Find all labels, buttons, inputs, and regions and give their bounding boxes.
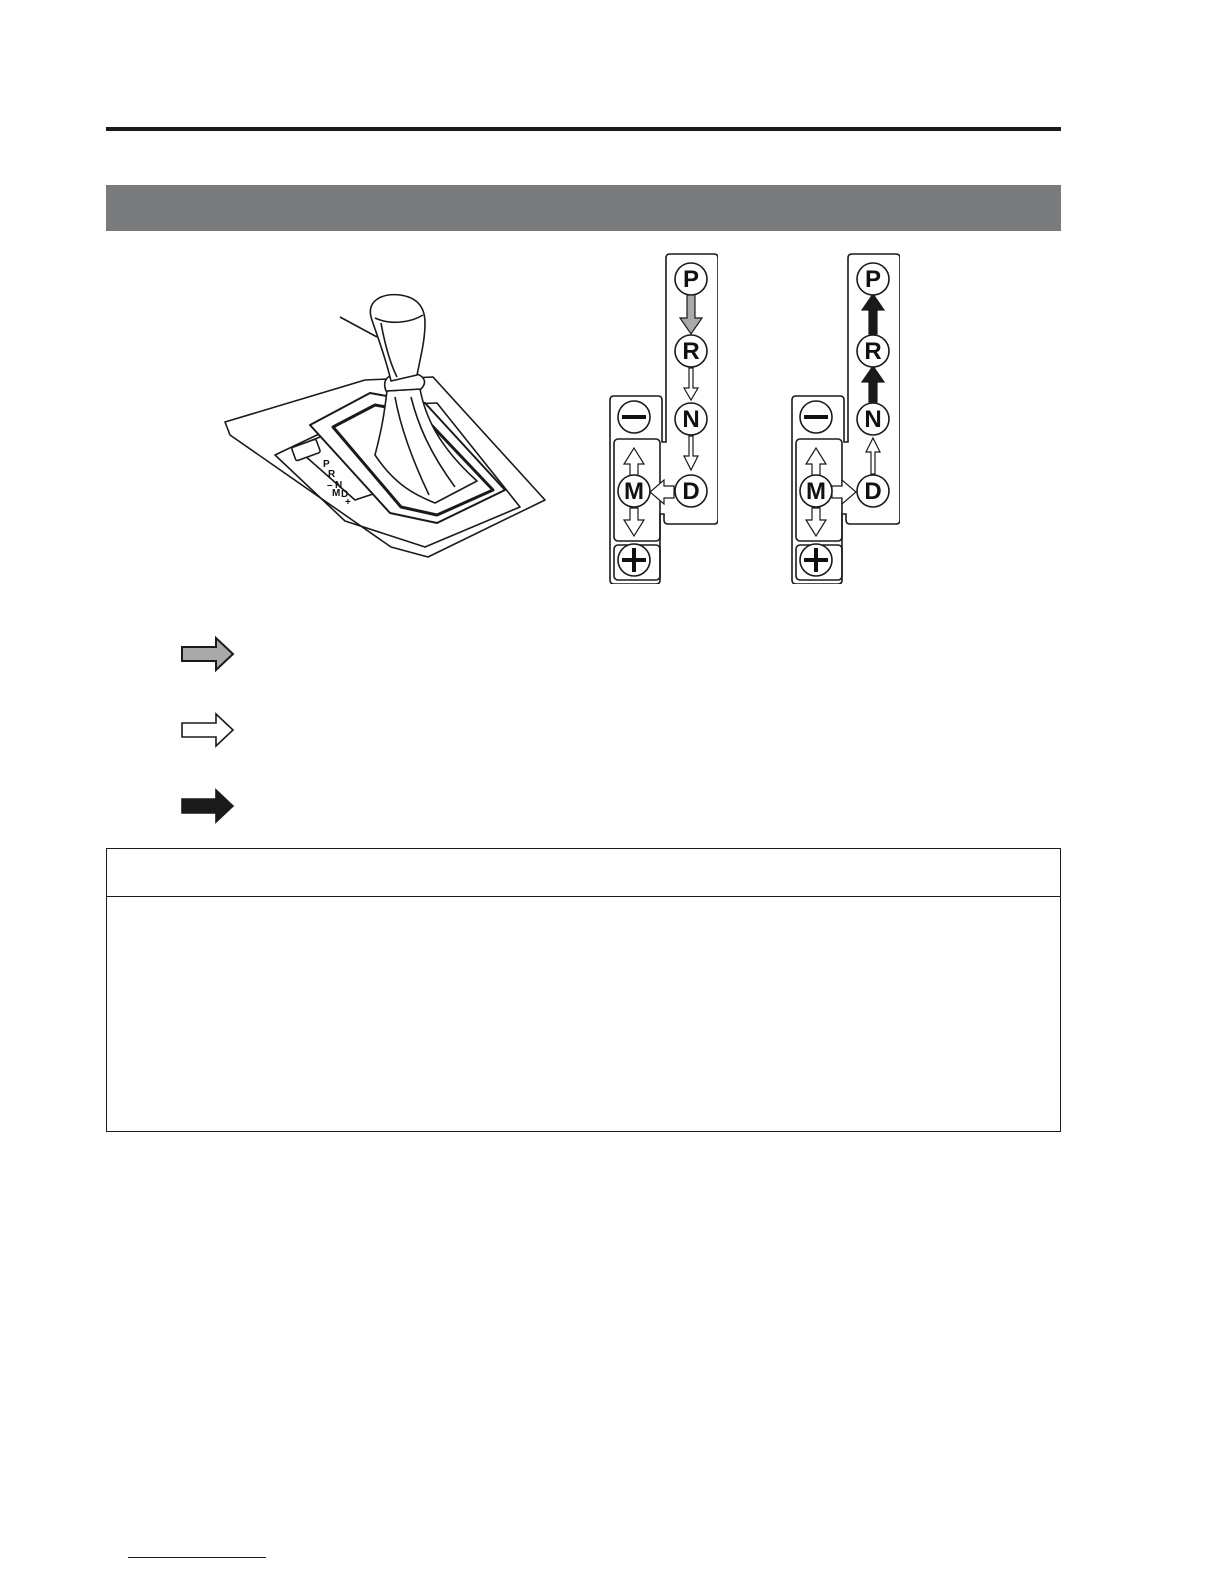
gate-left-d: D [682,478,700,505]
notice-box [106,848,1061,1132]
shift-gate-diagram-from-park [608,252,718,584]
gate-left-n: N [682,406,700,433]
indicator-r: R [328,469,336,480]
white-outline-arrow-icon [180,712,236,748]
shift-lever-illustration [215,285,555,565]
gate-right-p: P [864,266,882,293]
gate-right-d: D [864,478,882,505]
indicator-plus: + [345,497,351,508]
section-title-bar [106,185,1061,231]
shift-gate-diagram-to-park [790,252,900,584]
indicator-m: M [332,488,341,499]
indicator-minus: – [327,480,333,491]
footer-rule [128,1557,266,1558]
indicator-d: D [341,489,349,500]
gate-left-p: P [682,266,700,293]
gate-left-m: M [624,478,644,505]
notice-box-header [107,849,1060,897]
gate-right-m: M [806,478,826,505]
black-filled-arrow-icon [180,788,236,824]
indicator-n: N [335,480,343,491]
gray-filled-arrow-icon [180,636,236,672]
indicator-p: P [323,459,330,470]
gate-right-n: N [864,406,882,433]
gate-right-r: R [864,338,882,365]
gate-left-r: R [682,338,700,365]
top-rule [106,127,1061,131]
